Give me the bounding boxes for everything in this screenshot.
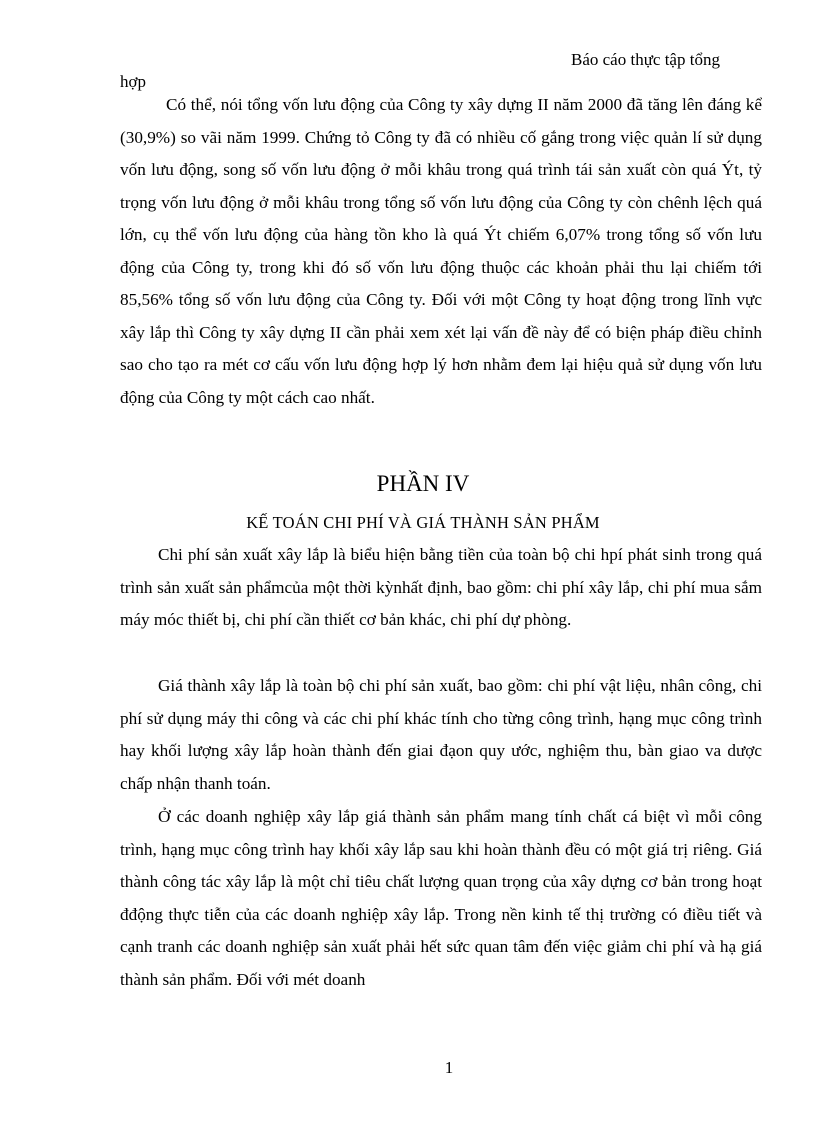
- running-header: Báo cáo thực tập tổng: [571, 50, 720, 69]
- section-title: KẾ TOÁN CHI PHÍ VÀ GIÁ THÀNH SẢN PHẨM: [246, 513, 600, 532]
- paragraph-production-cost: Chi phí sản xuất xây lắp là biểu hiện bằng tiền của toàn bộ chi hpí phát sinh trong quá trình sản xuất sản phẩmcủa một thời kỳnhất định, bao gồm: chi phí xây lắp, chi phí mua sắm máy móc thiết bị, chi phí cần thiết cơ bản khác, chi phí dự phòng.: [120, 545, 762, 629]
- paragraph-enterprise-pricing: Ở các doanh nghiệp xây lắp giá thành sản phẩm mang tính chất cá biệt vì mỗi công trình, hạng mục công trình hay khối xây lắp sau khi hoàn thành đều có một giá trị riêng. Giá thành công tác xây lắp là một chỉ tiêu chất lượng quan trọng của xây dựng cơ bản trong hoạt đđộng thực tiễn của các doanh nghiệp xây lắp. Trong nền kinh tế thị trường có điều tiết và cạnh tranh các doanh nghiệp sản xuất phải hết sức quan tâm đến việc giảm chi phí và hạ giá thành sản phẩm. Đối với mét doanh: [120, 807, 762, 989]
- paragraph-construction-price: Giá thành xây lắp là toàn bộ chi phí sản xuất, bao gồm: chi phí vật liệu, nhân công, chi phí sử dụng máy thi công và các chi phí khác tính cho từng công trình, hạng mục công trình hay khối lượng xây lắp hoàn thành đến giai đạon quy ước, nghiệm thu, bàn giao va dược chấp nhận thanh toán.: [120, 676, 762, 793]
- running-header-continuation: hợp: [120, 72, 146, 91]
- page-number: 1: [444, 1058, 454, 1077]
- part-title: PHẦN IV: [376, 471, 470, 496]
- paragraph-capital-analysis: Có thể, nói tổng vốn lưu động của Công ty xây dựng II năm 2000 đã tăng lên đáng kể (30,9%) so vãi năm 1999. Chứng tỏ Công ty đã có nhiều cố gắng trong việc quản lí sử dụng vốn lưu động, song số vốn lưu động ở mỗi khâu trong quá trình tái sản xuất còn quá Ýt, tỷ trọng vốn lưu động ở mỗi khâu trong tổng số vốn lưu động của Công ty còn chênh lệch quá lớn, cụ thể vốn lưu động của hàng tồn kho là quá Ýt chiếm 6,07% trong tổng số vốn lưu động của Công ty, trong khi đó số vốn lưu động thuộc các khoản phải thu lại chiếm tới 85,56% tổng số vốn lưu động của Công ty. Đối với một Công ty hoạt động trong lĩnh vực xây lắp thì Công ty xây dựng II cần phải xem xét lại vấn đề này để có biện pháp điều chỉnh sao cho tạo ra mét cơ cấu vốn lưu động hợp lý hơn nhằm đem lại hiệu quả sử dụng vốn lưu động của Công ty một cách cao nhất.: [120, 95, 762, 407]
